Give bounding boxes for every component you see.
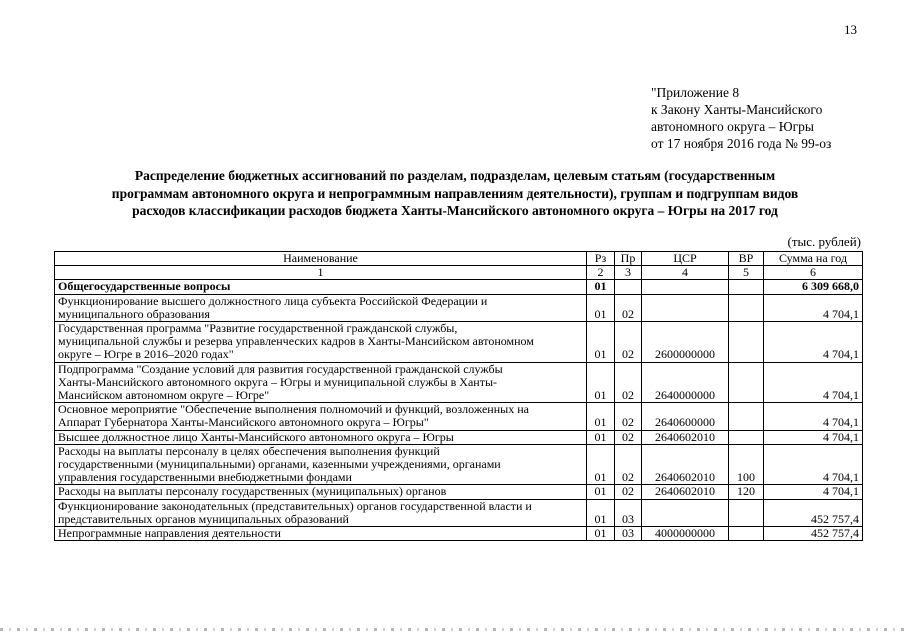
row-name-line: Основное мероприятие "Обеспечение выполнения полномочий и функций, возложенных на <box>58 402 529 417</box>
row-vr: 100 <box>729 444 764 485</box>
row-csr <box>642 499 729 526</box>
row-rz: 01 <box>587 485 615 499</box>
row-sum: 4 704,1 <box>764 430 863 444</box>
table-row <box>55 444 863 485</box>
row-name <box>55 430 587 444</box>
appendix-line: автономного округа – Югры <box>651 119 814 134</box>
row-csr: 2640602010 <box>642 430 729 444</box>
table-row <box>55 322 863 363</box>
column-number: 2 <box>587 266 615 280</box>
header-sum: Сумма на год <box>764 252 863 266</box>
table-body <box>55 280 863 541</box>
row-name <box>55 485 587 499</box>
row-name <box>55 294 587 321</box>
scan-edge-artifact <box>0 628 905 631</box>
row-vr <box>729 294 764 321</box>
row-name-line: Функционирование высшего должностного лица субъекта Российской Федерации и <box>58 293 488 308</box>
column-number-row <box>55 266 863 280</box>
row-sum: 6 309 668,0 <box>764 280 863 294</box>
row-pr: 02 <box>615 362 642 403</box>
row-rz: 01 <box>587 527 615 541</box>
row-csr: 4000000000 <box>642 527 729 541</box>
row-name <box>55 527 587 541</box>
row-sum: 4 704,1 <box>764 403 863 430</box>
header-vr: ВР <box>729 252 764 266</box>
appendix-line: к Закону Ханты-Мансийского <box>651 102 823 117</box>
row-vr <box>729 403 764 430</box>
row-vr <box>729 430 764 444</box>
column-number: 4 <box>642 266 729 280</box>
row-name-line: Подпрограмма "Создание условий для развития государственной гражданской службы <box>58 361 503 376</box>
row-name-line: Расходы на выплаты персоналу в целях обеспечения выполнения функций <box>58 443 440 458</box>
header-csr: ЦСР <box>642 252 729 266</box>
table-row <box>55 280 863 294</box>
appendix-reference <box>651 84 831 152</box>
row-sum: 452 757,4 <box>764 499 863 526</box>
table-row <box>55 485 863 499</box>
row-vr <box>729 362 764 403</box>
row-pr <box>615 280 642 294</box>
row-rz: 01 <box>587 430 615 444</box>
row-csr: 2600000000 <box>642 322 729 363</box>
row-vr <box>729 527 764 541</box>
row-rz: 01 <box>587 403 615 430</box>
row-pr: 02 <box>615 444 642 485</box>
row-sum: 452 757,4 <box>764 527 863 541</box>
table-row <box>55 294 863 321</box>
row-name-line: Общегосударственные вопросы <box>58 279 231 294</box>
row-csr <box>642 280 729 294</box>
row-name-line: муниципального образования <box>58 306 210 321</box>
column-number: 3 <box>615 266 642 280</box>
row-rz: 01 <box>587 322 615 363</box>
row-name <box>55 403 587 430</box>
row-csr: 2640000000 <box>642 362 729 403</box>
row-name-line: Аппарат Губернатора Ханты-Мансийского автономного округа – Югры" <box>58 415 429 430</box>
row-rz: 01 <box>587 294 615 321</box>
budget-table <box>54 251 863 541</box>
row-pr: 03 <box>615 527 642 541</box>
row-name <box>55 280 587 294</box>
row-name-line: представительных органов муниципальных образований <box>58 511 349 526</box>
row-name-line: государственными (муниципальными) органами, казенными учреждениями, органами <box>58 457 501 472</box>
table-row <box>55 430 863 444</box>
row-pr: 02 <box>615 403 642 430</box>
row-name <box>55 499 587 526</box>
header-row <box>55 252 863 266</box>
row-pr: 02 <box>615 322 642 363</box>
table-row <box>55 527 863 541</box>
row-name <box>55 322 587 363</box>
row-name-line: Государственная программа "Развитие государственной гражданской службы, <box>58 321 458 336</box>
table-row <box>55 362 863 403</box>
title-line: расходов классификации расходов бюджета Ханты-Мансийского автономного округа – Югры на 2017 год <box>132 203 778 218</box>
row-csr: 2640602010 <box>642 444 729 485</box>
header-pr: Пр <box>615 252 642 266</box>
row-rz: 01 <box>587 444 615 485</box>
row-name-line: Высшее должностное лицо Ханты-Мансийского автономного округа – Югры <box>58 429 454 444</box>
table-row <box>55 403 863 430</box>
header-rz: Рз <box>587 252 615 266</box>
row-sum: 4 704,1 <box>764 322 863 363</box>
row-vr <box>729 322 764 363</box>
row-pr: 02 <box>615 430 642 444</box>
row-name-line: Расходы на выплаты персоналу государственных (муниципальных) органов <box>58 484 447 499</box>
column-number: 6 <box>764 266 863 280</box>
row-vr <box>729 499 764 526</box>
row-rz: 01 <box>587 499 615 526</box>
row-pr: 03 <box>615 499 642 526</box>
row-rz: 01 <box>587 362 615 403</box>
row-vr <box>729 280 764 294</box>
row-name-line: Непрограммные направления деятельности <box>58 526 281 541</box>
row-name-line: управления государственными внебюджетными фондами <box>58 470 352 485</box>
row-sum: 4 704,1 <box>764 362 863 403</box>
appendix-line: от 17 ноября 2016 года № 99-оз <box>651 136 832 151</box>
page-number: 13 <box>844 22 857 37</box>
units-label: (тыс. рублей) <box>787 234 861 249</box>
row-csr: 2640602010 <box>642 485 729 499</box>
row-name-line: муниципальной службы и резерва управленческих кадров в Ханты-Мансийском автономном <box>58 334 534 349</box>
row-csr: 2640600000 <box>642 403 729 430</box>
row-name-line: Функционирование законодательных (представительных) органов государственной власти и <box>58 498 532 513</box>
column-number: 5 <box>729 266 764 280</box>
row-sum: 4 704,1 <box>764 485 863 499</box>
row-rz: 01 <box>587 280 615 294</box>
row-name-line: округе – Югре в 2016–2020 годах" <box>58 347 234 362</box>
row-name-line: Мансийском автономном округе – Югре" <box>58 388 270 403</box>
appendix-line: "Приложение 8 <box>651 85 740 100</box>
document-title <box>50 167 860 220</box>
row-csr <box>642 294 729 321</box>
table-row <box>55 499 863 526</box>
row-vr: 120 <box>729 485 764 499</box>
row-name <box>55 362 587 403</box>
header-name: Наименование <box>55 252 587 266</box>
row-sum: 4 704,1 <box>764 444 863 485</box>
column-number: 1 <box>55 266 587 280</box>
row-name <box>55 444 587 485</box>
row-sum: 4 704,1 <box>764 294 863 321</box>
title-line: программам автономного округа и непрограммным направлениям деятельности), группам и подгруппам видов <box>111 185 799 201</box>
row-pr: 02 <box>615 485 642 499</box>
row-pr: 02 <box>615 294 642 321</box>
title-line: Распределение бюджетных ассигнований по разделам, подразделам, целевым статьям (государственным <box>134 168 776 183</box>
row-name-line: Ханты-Мансийского автономного округа – Югры и муниципальной службы в Ханты- <box>58 374 498 389</box>
